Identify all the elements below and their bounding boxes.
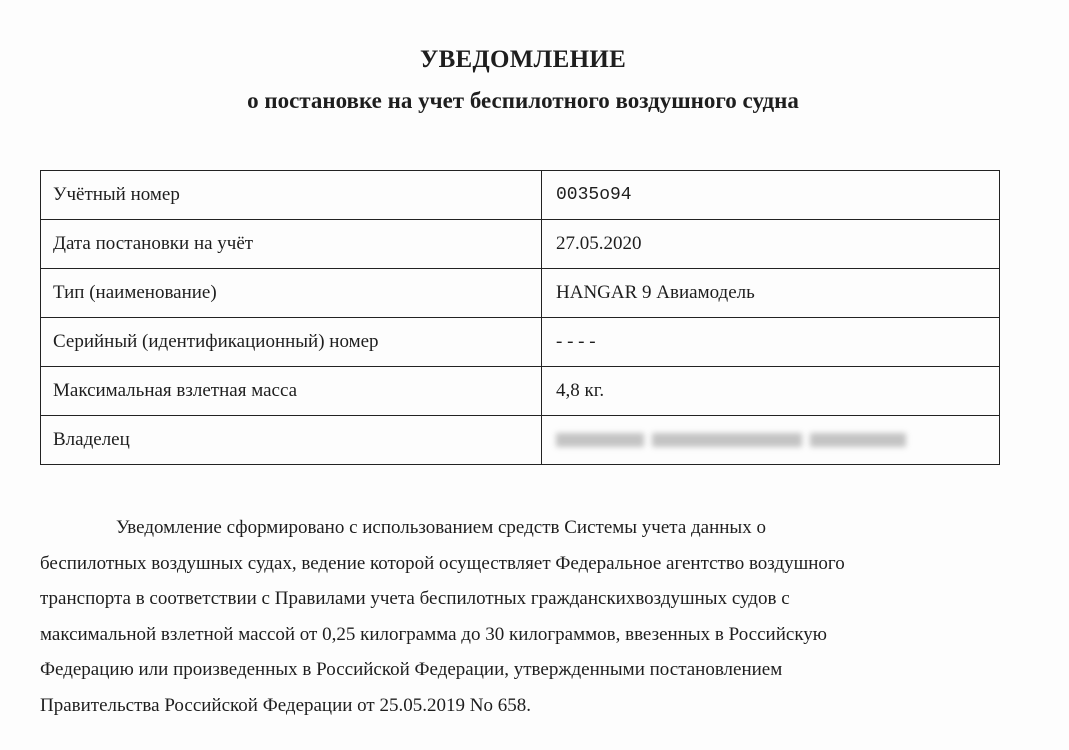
paragraph-line: беспилотных воздушных судах, ведение которой осуществляет Федеральное агентство воздушного	[40, 552, 845, 574]
registration-date-value: 27.05.2020	[542, 220, 1000, 269]
registration-number-label: Учётный номер	[41, 171, 542, 220]
registration-date-label: Дата постановки на учёт	[41, 220, 542, 269]
serial-number-label: Серийный (идентификационный) номер	[41, 318, 542, 367]
table-row	[41, 171, 1000, 220]
registration-number-value: 0035о94	[542, 171, 1000, 220]
type-value: HANGAR 9 Авиамодель	[542, 269, 1000, 318]
document-title: УВЕДОМЛЕНИЕ	[419, 46, 627, 73]
notice-paragraph	[40, 510, 1020, 723]
document-subtitle: о постановке на учет беспилотного воздушного судна	[247, 88, 799, 113]
serial-number-value: - - - -	[542, 318, 1000, 367]
redacted-owner-blur	[556, 427, 906, 453]
type-label: Тип (наименование)	[41, 269, 542, 318]
owner-value	[542, 416, 1000, 465]
paragraph-line: максимальной взлетной массой от 0,25 килограмма до 30 килограммов, ввезенных в Российскую	[40, 623, 827, 645]
max-takeoff-mass-label: Максимальная взлетная масса	[41, 367, 542, 416]
table-row	[41, 318, 1000, 367]
registration-table	[40, 170, 1000, 465]
table-row	[41, 416, 1000, 465]
paragraph-line: Федерацию или произведенных в Российской Федерации, утвержденными постановлением	[40, 659, 783, 680]
table-row	[41, 367, 1000, 416]
table-row	[41, 269, 1000, 318]
paragraph-line: транспорта в соответствии с Правилами учета беспилотных гражданскихвоздушных судов с	[40, 588, 790, 609]
paragraph-line: Правительства Российской Федерации от 25.05.2019 No 658.	[40, 694, 531, 716]
paragraph-line: Уведомление сформировано с использованием средств Системы учета данных о	[116, 517, 766, 538]
owner-label: Владелец	[41, 416, 542, 465]
max-takeoff-mass-value: 4,8 кг.	[542, 367, 1000, 416]
table-row	[41, 220, 1000, 269]
